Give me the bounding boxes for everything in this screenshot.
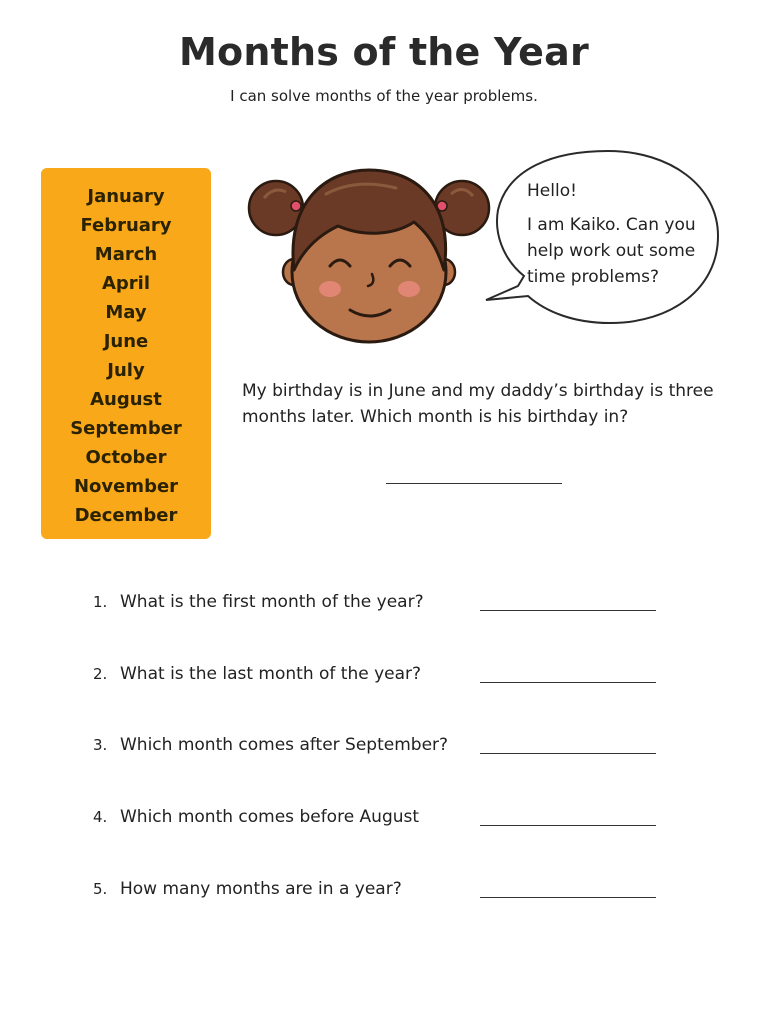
question-text: Which month comes before August: [120, 807, 420, 827]
answer-line[interactable]: [480, 897, 656, 898]
word-problem-text: My birthday is in June and my daddy’s birthday is three months later. Which month is his birthday in?: [242, 381, 714, 427]
month-item: December: [74, 505, 178, 526]
question-row: [0, 588, 768, 618]
question-row: [0, 803, 768, 833]
introduction-text: I am Kaiko. Can you help work out some time problems?: [527, 215, 696, 287]
question-text: How many months are in a year?: [120, 879, 402, 899]
question-text: What is the first month of the year?: [120, 592, 424, 612]
month-item: January: [87, 186, 165, 207]
month-item: April: [101, 273, 151, 294]
answer-line[interactable]: [480, 825, 656, 826]
question-number: 2.: [93, 665, 108, 683]
month-item: May: [105, 302, 147, 323]
question-row: [0, 731, 768, 761]
question-row: [0, 660, 768, 690]
question-number: 3.: [93, 736, 108, 754]
answer-line[interactable]: [480, 682, 656, 683]
month-item: August: [90, 389, 162, 410]
page-title: Months of the Year: [179, 30, 589, 74]
question-number: 5.: [93, 880, 108, 898]
question-number: 4.: [93, 808, 108, 826]
question-text: What is the last month of the year?: [120, 664, 422, 684]
month-item: September: [70, 418, 182, 439]
month-item: November: [73, 476, 179, 497]
month-item: February: [80, 215, 172, 236]
month-item: June: [103, 331, 149, 352]
question-number: 1.: [93, 593, 108, 611]
question-text: Which month comes after September?: [120, 735, 449, 755]
page-subtitle: I can solve months of the year problems.: [230, 87, 538, 105]
answer-line[interactable]: [480, 753, 656, 754]
problem-answer-line[interactable]: [386, 483, 562, 484]
speech-bubble-text: [527, 178, 727, 290]
greeting-text: Hello!: [527, 181, 577, 201]
answer-line[interactable]: [480, 610, 656, 611]
month-item: March: [94, 244, 158, 265]
months-list-panel: [41, 168, 211, 539]
question-row: [0, 875, 768, 905]
girl-character-illustration: [246, 162, 492, 346]
month-item: October: [85, 447, 167, 468]
month-item: July: [107, 360, 145, 381]
